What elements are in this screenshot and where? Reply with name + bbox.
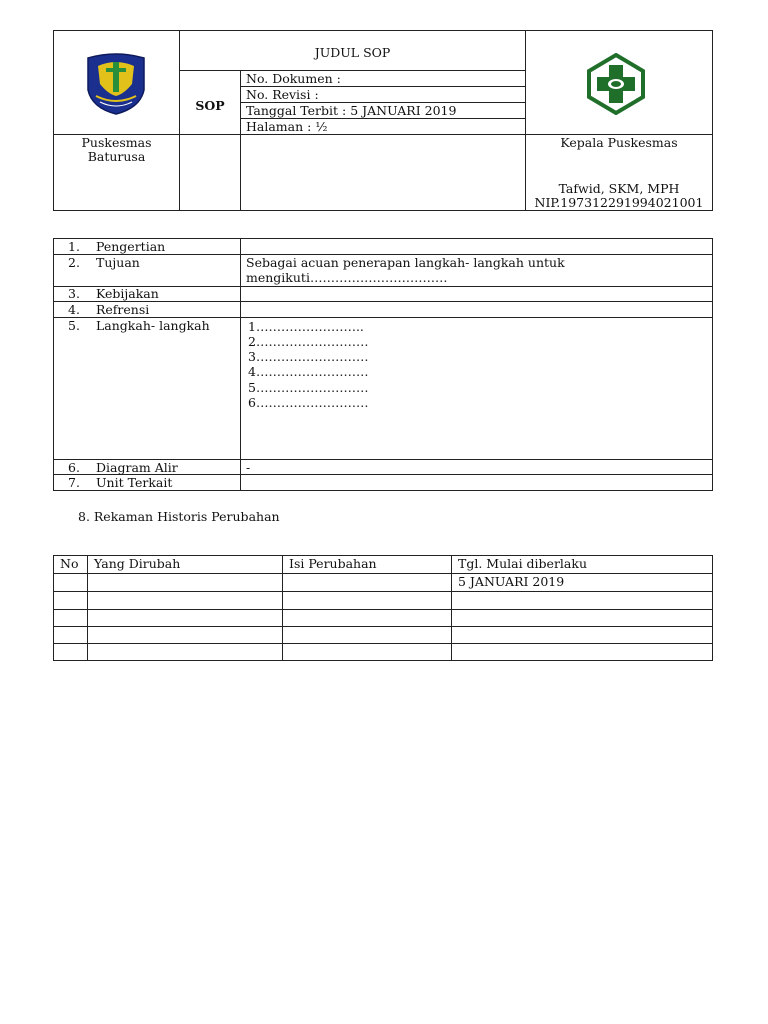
section-number: 3. [68, 286, 80, 301]
history-col-isi-perubahan: Isi Perubahan [289, 556, 377, 571]
puskesmas-logo [585, 53, 647, 115]
history-cell-date: 5 JANUARI 2019 [458, 574, 565, 589]
page-field: Halaman : ½ [246, 119, 328, 134]
section-label-langkah: Langkah- langkah [96, 318, 210, 333]
section-label-unit-terkait: Unit Terkait [96, 475, 173, 490]
head-name: Tafwid, SKM, MPH [558, 181, 680, 196]
revision-field: No. Revisi : [246, 87, 319, 102]
section-number: 6. [68, 460, 80, 475]
step-item: 6……………………… [248, 395, 369, 410]
step-item: 1…………………….. [248, 319, 364, 334]
issue-date-field: Tanggal Terbit : 5 JANUARI 2019 [246, 103, 457, 118]
section-label-refrensi: Refrensi [96, 302, 150, 317]
history-col-yang-dirubah: Yang Dirubah [94, 556, 181, 571]
section-number: 7. [68, 475, 80, 490]
org-name-line2: Baturusa [87, 149, 146, 164]
section-number: 4. [68, 302, 80, 317]
section-label-diagram-alir: Diagram Alir [96, 460, 178, 475]
step-item: 3……………………… [248, 349, 369, 364]
head-title: Kepala Puskesmas [560, 135, 678, 150]
doc-number-field: No. Dokumen : [246, 71, 341, 86]
head-nip: NIP.197312291994021001 [534, 195, 704, 210]
section-label-kebijakan: Kebijakan [96, 286, 159, 301]
sop-label: SOP [195, 98, 225, 113]
step-item: 5……………………… [248, 380, 369, 395]
regional-emblem-logo [84, 50, 148, 116]
tujuan-text-line2: mengikuti…………………………… [246, 270, 448, 285]
history-heading: 8. Rekaman Historis Perubahan [78, 509, 280, 524]
section-number: 2. [68, 255, 80, 270]
step-item: 4……………………… [248, 364, 369, 379]
tujuan-text-line1: Sebagai acuan penerapan langkah- langkah untuk [246, 255, 565, 270]
diagram-alir-value: - [246, 460, 251, 475]
section-number: 5. [68, 318, 80, 333]
document-title: JUDUL SOP [314, 45, 391, 60]
history-col-no: No [60, 556, 79, 571]
step-item: 2……………………… [248, 334, 369, 349]
section-label-pengertian: Pengertian [96, 239, 166, 254]
org-name-line1: Puskesmas [81, 135, 152, 150]
section-number: 1. [68, 239, 80, 254]
history-col-tgl-mulai: Tgl. Mulai diberlaku [458, 556, 588, 571]
section-label-tujuan: Tujuan [96, 255, 140, 270]
